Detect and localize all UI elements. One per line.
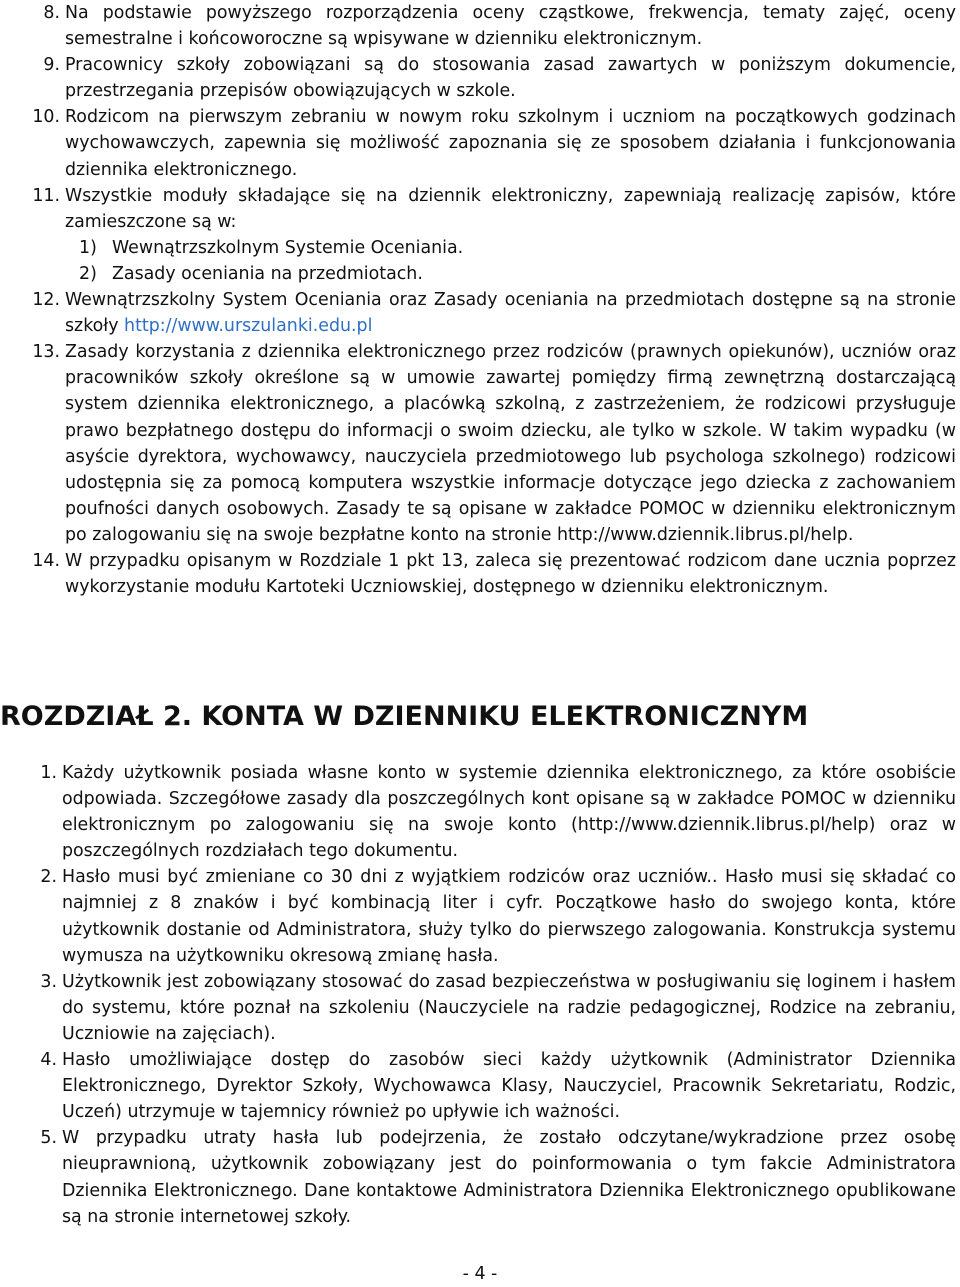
list-item bbox=[0, 864, 960, 968]
item-text: Użytkownik jest zobowiązany stosować do zasad bezpieczeństwa w posługiwaniu się loginem i hasłem do systemu, które poznał na szkoleniu (Nauczyciele na radzie pedagogicznej, Rodzice na zebraniu, Uczniowie na zajęciach). bbox=[62, 971, 956, 1044]
list-item bbox=[0, 339, 960, 548]
list-item bbox=[0, 548, 960, 600]
item-text: Na podstawie powyższego rozporządzenia oceny cząstkowe, frekwencja, tematy zajęć, oceny semestralne i końcoworoczne są wpisywane w dzienniku elektronicznym. bbox=[65, 3, 956, 50]
sub-item-number: 2) bbox=[79, 263, 97, 284]
item-number: 8. bbox=[43, 3, 60, 23]
item-text: Hasło musi być zmieniane co 30 dni z wyjątkiem rodziców oraz uczniów.. Hasło musi się składać co najmniej z 8 znaków i być kombinacją liter i cyfr. Początkowe hasło do swojego konta, które użytkownik dostanie od Administratora, służy tylko do pierwszego zalogowania. Konstrukcja systemu wymusza na użytkowniku okresową zmianę hasła. bbox=[62, 867, 956, 966]
list-item bbox=[0, 287, 960, 339]
sub-item-text: Zasady oceniania na przedmiotach. bbox=[112, 263, 423, 284]
item-text: W przypadku opisanym w Rozdziale 1 pkt 13, zaleca się prezentować rodzicom dane ucznia poprzez wykorzystanie modułu Kartoteki Uczniowskiej, dostępnego w dzienniku elektronicznym. bbox=[65, 550, 956, 598]
item-text: W przypadku utraty hasła lub podejrzenia, że zostało odczytane/wykradzione przez osobę nieuprawnioną, użytkownik zobowiązany jest do poinformowania o tym fakcie Administratora Dziennika Elektronicznego. Dane kontaktowe Administratora Dziennika Elektronicznego opublikowane są na stronie internetowej szkoły. bbox=[62, 1128, 956, 1227]
sub-list-item bbox=[79, 261, 956, 287]
chapter-heading: ROZDZIAŁ 2. KONTA W DZIENNIKU ELEKTRONICZNYM bbox=[0, 701, 809, 732]
item-body bbox=[65, 183, 960, 287]
item-number: 11. bbox=[32, 185, 60, 206]
item-number: 14. bbox=[32, 550, 60, 571]
item-text: Pracownicy szkoły zobowiązani są do stosowania zasad zawartych w poniższym dokumencie, przestrzegania przepisów obowiązujących w szkole. bbox=[65, 55, 956, 102]
list-item bbox=[0, 104, 960, 182]
item-number: 12. bbox=[32, 290, 60, 311]
item-text: Każdy użytkownik posiada własne konto w systemie dziennika elektronicznego, za które osobiście odpowiada. Szczegółowe zasady dla poszczególnych kont opisane są w zakładce POMOC w dzienniku elektronicznym po zalogowaniu się na swoje konto (http://www.dziennik.librus.pl/help) oraz w poszczególnych rozdziałach tego dokumentu. bbox=[62, 763, 956, 862]
sub-list bbox=[65, 235, 956, 287]
list-item bbox=[0, 1125, 960, 1229]
item-number: 9. bbox=[43, 55, 60, 76]
school-website-link[interactable]: http://www.urszulanki.edu.pl bbox=[124, 316, 373, 337]
list-item bbox=[0, 0, 960, 52]
item-number: 4. bbox=[40, 1050, 57, 1071]
item-text: Rodzicom na pierwszym zebraniu w nowym roku szkolnym i uczniom na początkowych godzinach wychowawczych, zapewnia się możliwość zapoznania się ze sposobem działania i funkcjonowania dziennika elektronicznego. bbox=[65, 107, 956, 180]
list-item bbox=[0, 183, 960, 287]
item-number: 5. bbox=[40, 1128, 57, 1149]
item-number: 1. bbox=[40, 763, 57, 783]
item-number: 13. bbox=[32, 342, 60, 363]
item-text: Hasło umożliwiające dostęp do zasobów sieci każdy użytkownik (Administrator Dziennika Elektronicznego, Dyrektor Szkoły, Wychowawca Klasy, Nauczyciel, Pracownik Sekretariatu, Rodzic, Uczeń) utrzymuje w tajemnicy również po upływie ich ważności. bbox=[62, 1050, 956, 1123]
item-text: Wszystkie moduły składające się na dziennik elektroniczny, zapewniają realizację zapisów, które zamieszczone są w: bbox=[65, 185, 956, 232]
list-item bbox=[0, 1047, 960, 1125]
list-item bbox=[0, 760, 960, 864]
item-number: 10. bbox=[32, 107, 60, 128]
sub-item-number: 1) bbox=[79, 237, 97, 258]
item-text: Zasady korzystania z dziennika elektronicznego przez rodziców (prawnych opiekunów), uczniów oraz pracowników szkoły określone są w umowie zawartej pomiędzy firmą zewnętrzną dostarczającą system dziennika elektronicznego, a placówką szkolną, z zastrzeżeniem, że rodzicowi przysługuje prawo bezpłatnego dostępu do informacji o swoim dziecku, ale tylko w szkole. W takim wypadku (w asyście dyrektora, wychowawcy, nauczyciela przedmiotowego lub psychologa szkolnego) rodzicowi udostępnia się za pomocą komputera wszystkie informacje dotyczące jego dziecka z zachowaniem poufności danych osobowych. Zasady te są opisane w zakładce POMOC w dzienniku elektronicznym po zalogowaniu się na swoje bezpłatne konto na stronie http://www.dziennik.librus.pl/help. bbox=[65, 342, 956, 545]
rules-list-chapter-2 bbox=[0, 760, 960, 1230]
list-item bbox=[0, 52, 960, 104]
item-body bbox=[65, 287, 960, 339]
item-number: 2. bbox=[40, 867, 57, 888]
rules-list-chapter-1 bbox=[0, 0, 960, 600]
sub-item-text: Wewnątrzszkolnym Systemie Oceniania. bbox=[112, 237, 464, 258]
sub-list-item bbox=[79, 235, 956, 261]
item-number: 3. bbox=[40, 971, 57, 992]
page-number: - 4 - bbox=[462, 1264, 498, 1284]
list-item bbox=[0, 969, 960, 1047]
item-text: Wewnątrzszkolny System Oceniania oraz Zasady oceniania na przedmiotach dostępne są na stronie szkoły bbox=[65, 290, 956, 337]
